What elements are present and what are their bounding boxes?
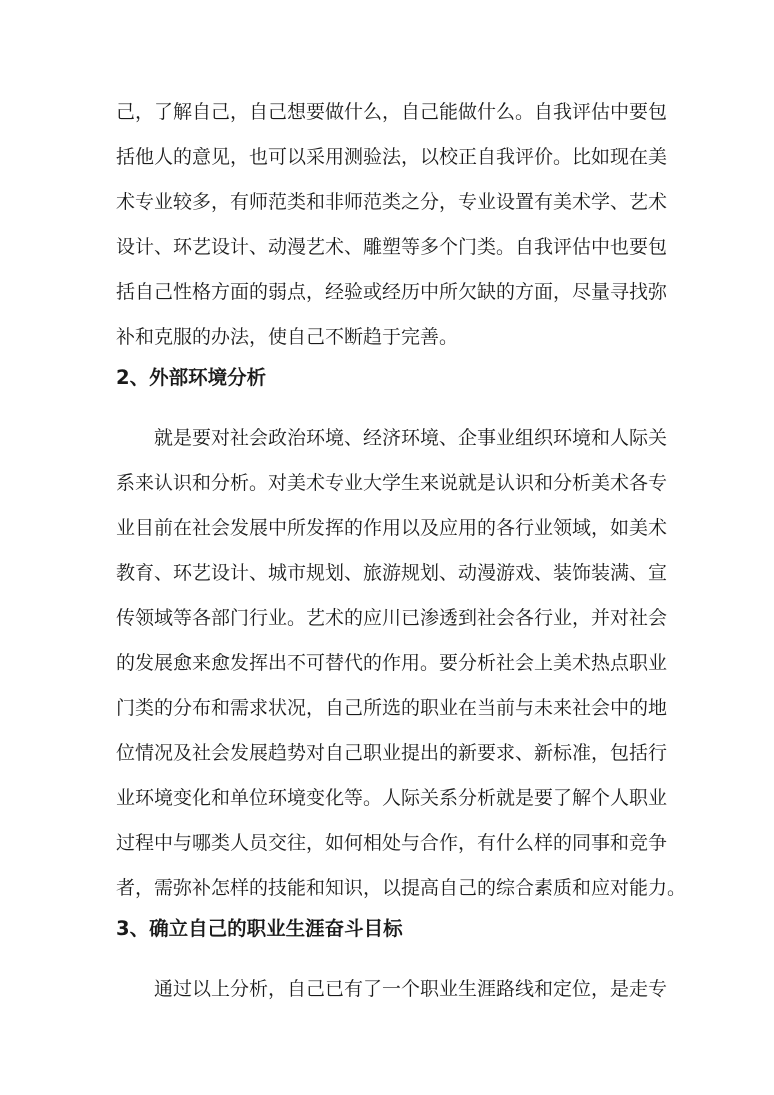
text-line: 设计、环艺设计、动漫艺术、雕塑等多个门类。自我评估中也要包 [116,236,668,258]
text-line: 就是要对社会政治环境、经济环境、企事业组织环境和人际关 [154,427,668,449]
text-line: 通过以上分析，自己已有了一个职业生涯路线和定位，是走专 [154,978,668,1000]
text-line: 位情况及社会发展趋势对自己职业提出的新要求、新标准，包括行 [116,742,668,764]
text-line: 己，了解自己，自己想要做什么，自己能做什么。自我评估中要包 [116,101,668,123]
text-line: 门类的分布和需求状况，自己所选的职业在当前与未来社会中的地 [116,697,668,719]
text-line: 业目前在社会发展中所发挥的作用以及应用的各行业领域，如美术 [116,517,668,539]
text-line: 传领域等各部门行业。艺术的应川已渗透到社会各行业，并对社会 [116,607,668,629]
text-line: 括自己性格方面的弱点，经验或经历中所欠缺的方面，尽量寻找弥 [116,281,668,303]
text-line: 补和克服的办法，使自己不断趋于完善。 [116,326,459,348]
section-heading-external-environment: 2、外部环境分析 [116,366,267,389]
text-line: 者，需弥补怎样的技能和知识，以提高自己的综合素质和应对能力。 [116,877,687,899]
section-heading-career-goal: 3、确立自己的职业生涯奋斗目标 [116,917,403,940]
text-line: 的发展愈来愈发挥出不可替代的作用。要分析社会上美术热点职业 [116,652,668,674]
text-line: 术专业较多，有师范类和非师范类之分，专业设置有美术学、艺术 [116,191,668,213]
text-line: 教育、环艺设计、城市规划、旅游规划、动漫游戏、装饰装满、宣 [116,562,668,584]
text-line: 过程中与哪类人员交往，如何相处与合作，有什么样的同事和竞争 [116,832,668,854]
text-line: 业环境变化和单位环境变化等。人际关系分析就是要了解个人职业 [116,787,668,809]
text-line: 括他人的意见，也可以采用测验法，以校正自我评价。比如现在美 [116,146,668,168]
text-line: 系来认识和分析。对美术专业大学生来说就是认识和分析美术各专 [116,472,668,494]
